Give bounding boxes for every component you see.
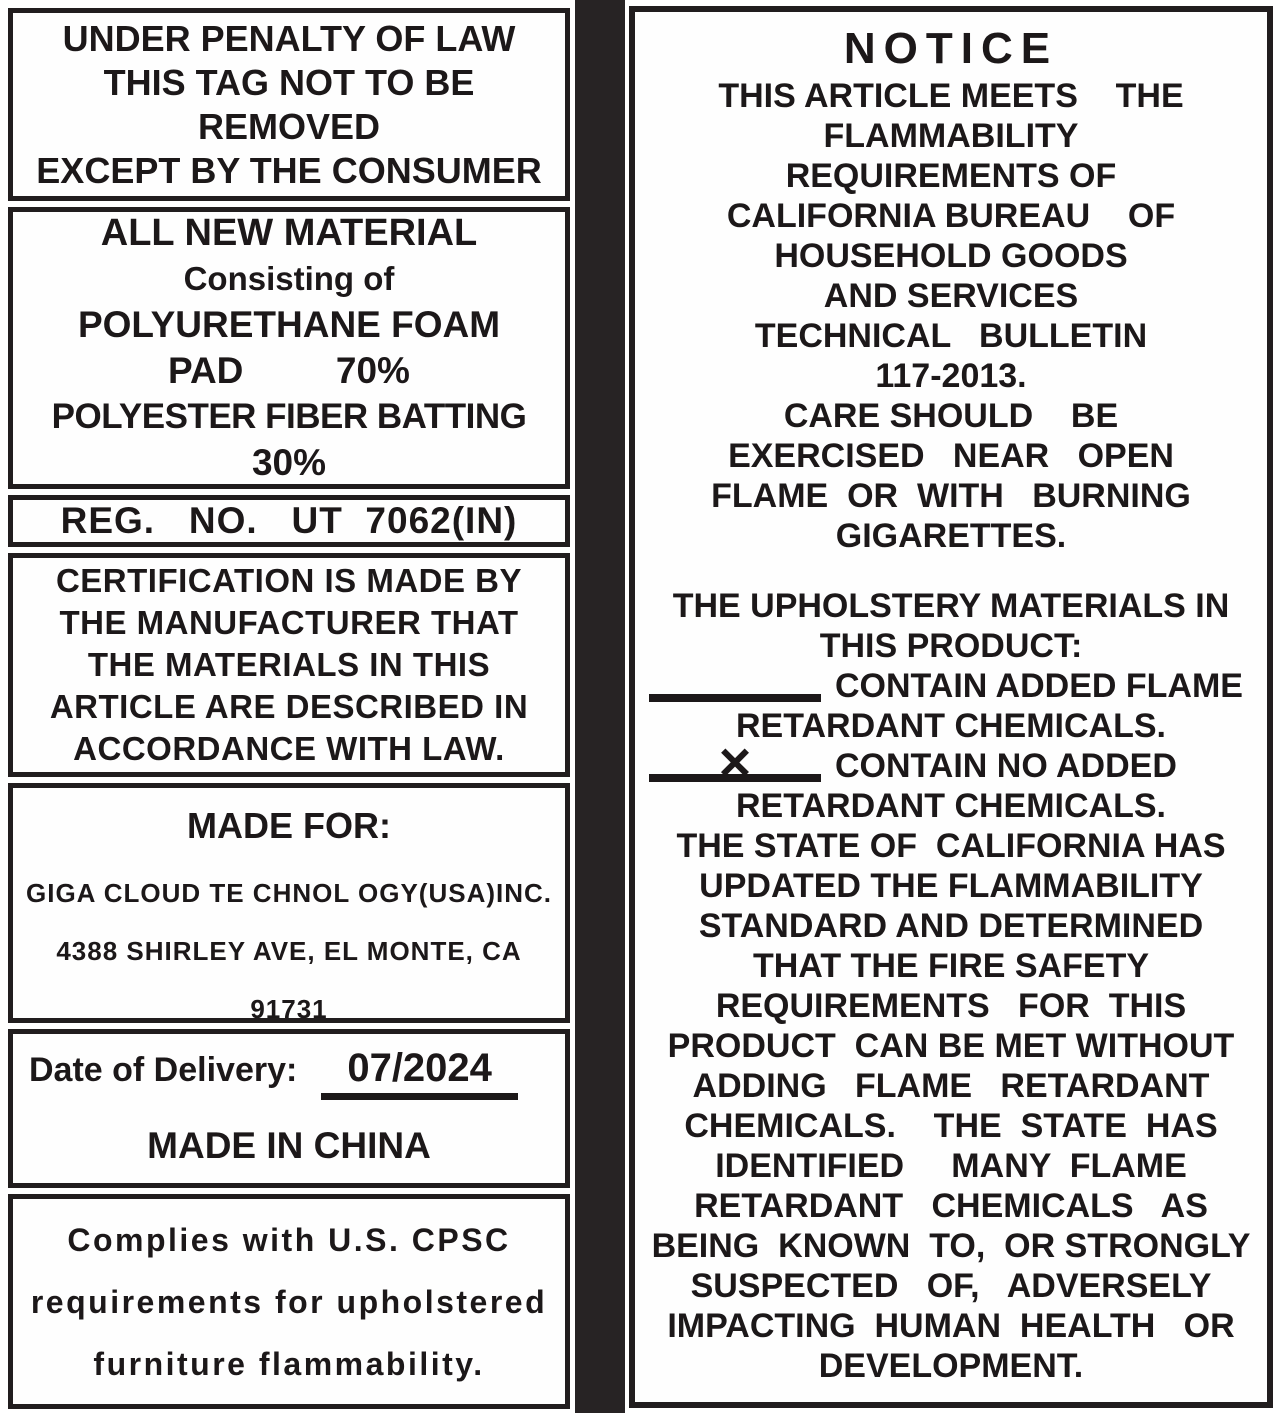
notice-line: ADDING FLAME RETARDANT xyxy=(692,1067,1210,1105)
left-column xyxy=(8,8,570,1409)
made-for-zip: 91731 xyxy=(250,994,328,1024)
notice-line: CHEMICALS. THE STATE HAS xyxy=(684,1107,1218,1145)
cpsc-line: Complies with U.S. CPSC xyxy=(67,1221,511,1258)
notice-line: GIGARETTES. xyxy=(835,517,1067,555)
notice-line: THE STATE OF CALIFORNIA HAS xyxy=(676,827,1226,865)
notice-line: 117-2013. xyxy=(875,357,1027,395)
upholstery-intro-line: THIS PRODUCT: xyxy=(819,627,1083,665)
certification-line: THE MATERIALS IN THIS xyxy=(87,646,491,683)
certification-line: ARTICLE ARE DESCRIBED IN xyxy=(49,688,529,725)
reg-no-box xyxy=(8,495,570,547)
paragraph-gap xyxy=(635,556,1267,586)
x-mark-icon: × xyxy=(718,730,752,793)
made-for-title: MADE FOR: xyxy=(187,805,391,846)
notice-line: BEING KNOWN TO, OR STRONGLY xyxy=(651,1227,1251,1265)
notice-line: SUSPECTED OF, ADVERSELY xyxy=(690,1267,1212,1305)
delivery-box xyxy=(8,1029,570,1188)
blank-underline xyxy=(649,670,821,702)
made-for-address: 4388 SHIRLEY AVE, EL MONTE, CA xyxy=(56,936,522,966)
material-percentage: 30% xyxy=(251,442,327,483)
materials-box xyxy=(8,207,570,489)
upholstery-intro-line: THE UPHOLSTERY MATERIALS IN xyxy=(672,587,1230,625)
certification-line: ACCORDANCE WITH LAW. xyxy=(73,730,505,767)
notice-line: THIS ARTICLE MEETS THE xyxy=(718,77,1184,115)
notice-line: FLAMMABILITY xyxy=(823,117,1079,155)
notice-line: AND SERVICES xyxy=(823,277,1079,315)
certification-line: THE MANUFACTURER THAT xyxy=(59,604,519,641)
reg-no-text: REG. NO. UT 7062(IN) xyxy=(60,500,518,541)
notice-line: FLAME OR WITH BURNING xyxy=(711,477,1191,515)
notice-line: DEVELOPMENT. xyxy=(818,1347,1084,1385)
check-text: CONTAIN ADDED FLAME xyxy=(835,667,1243,705)
notice-title: NOTICE xyxy=(843,24,1059,73)
notice-line: IDENTIFIED MANY FLAME xyxy=(715,1147,1187,1185)
notice-line: STANDARD AND DETERMINED xyxy=(698,907,1204,945)
notice-box xyxy=(629,6,1273,1408)
material-percentage: PAD 70% xyxy=(168,350,410,391)
notice-line: TECHNICAL BULLETIN xyxy=(754,317,1148,355)
notice-line: UPDATED THE FLAMMABILITY xyxy=(699,867,1203,905)
penalty-line: EXCEPT BY THE CONSUMER xyxy=(36,149,542,191)
made-for-company: GIGA CLOUD TE CHNOL OGY(USA)INC. xyxy=(26,878,552,908)
cpsc-line: furniture flammability. xyxy=(93,1345,485,1382)
notice-line: EXERCISED NEAR OPEN xyxy=(728,437,1174,475)
delivery-row xyxy=(13,1046,565,1100)
notice-line: IMPACTING HUMAN HEALTH OR xyxy=(667,1307,1235,1345)
cpsc-line: requirements for upholstered xyxy=(30,1283,548,1320)
made-for-box xyxy=(8,783,570,1023)
notice-line: CARE SHOULD BE xyxy=(783,397,1119,435)
material-name: POLYESTER FIBER BATTING xyxy=(51,397,527,436)
cpsc-box xyxy=(8,1194,570,1409)
check-text-continued: RETARDANT CHEMICALS. xyxy=(735,707,1166,745)
check-row-no-added xyxy=(635,730,1267,793)
origin-text: MADE IN CHINA xyxy=(147,1125,431,1166)
blank-underline xyxy=(649,730,821,793)
delivery-date: 07/2024 xyxy=(321,1046,518,1100)
penalty-line: UNDER PENALTY OF LAW xyxy=(62,17,516,59)
notice-line: THAT THE FIRE SAFETY xyxy=(752,947,1150,985)
notice-line: RETARDANT CHEMICALS AS xyxy=(694,1187,1208,1225)
certification-line: CERTIFICATION IS MADE BY xyxy=(55,562,523,599)
certification-box xyxy=(8,553,570,777)
notice-line: PRODUCT CAN BE MET WITHOUT xyxy=(667,1027,1235,1065)
notice-line: CALIFORNIA BUREAU OF xyxy=(726,197,1176,235)
materials-subtitle: Consisting of xyxy=(183,260,395,297)
notice-line: HOUSEHOLD GOODS xyxy=(774,237,1128,275)
delivery-label: Date of Delivery: xyxy=(29,1051,298,1089)
check-text: CONTAIN NO ADDED xyxy=(835,747,1177,785)
material-name: POLYURETHANE FOAM xyxy=(77,304,501,345)
notice-line: REQUIREMENTS FOR THIS xyxy=(715,987,1187,1025)
check-text-continued: RETARDANT CHEMICALS. xyxy=(735,787,1166,825)
penalty-line: REMOVED xyxy=(197,105,381,147)
notice-line: REQUIREMENTS OF xyxy=(785,157,1117,195)
materials-title: ALL NEW MATERIAL xyxy=(100,212,478,254)
penalty-box xyxy=(8,8,570,201)
divider-bar xyxy=(575,0,625,1413)
check-row-added xyxy=(635,666,1267,706)
penalty-line: THIS TAG NOT TO BE xyxy=(103,61,475,103)
